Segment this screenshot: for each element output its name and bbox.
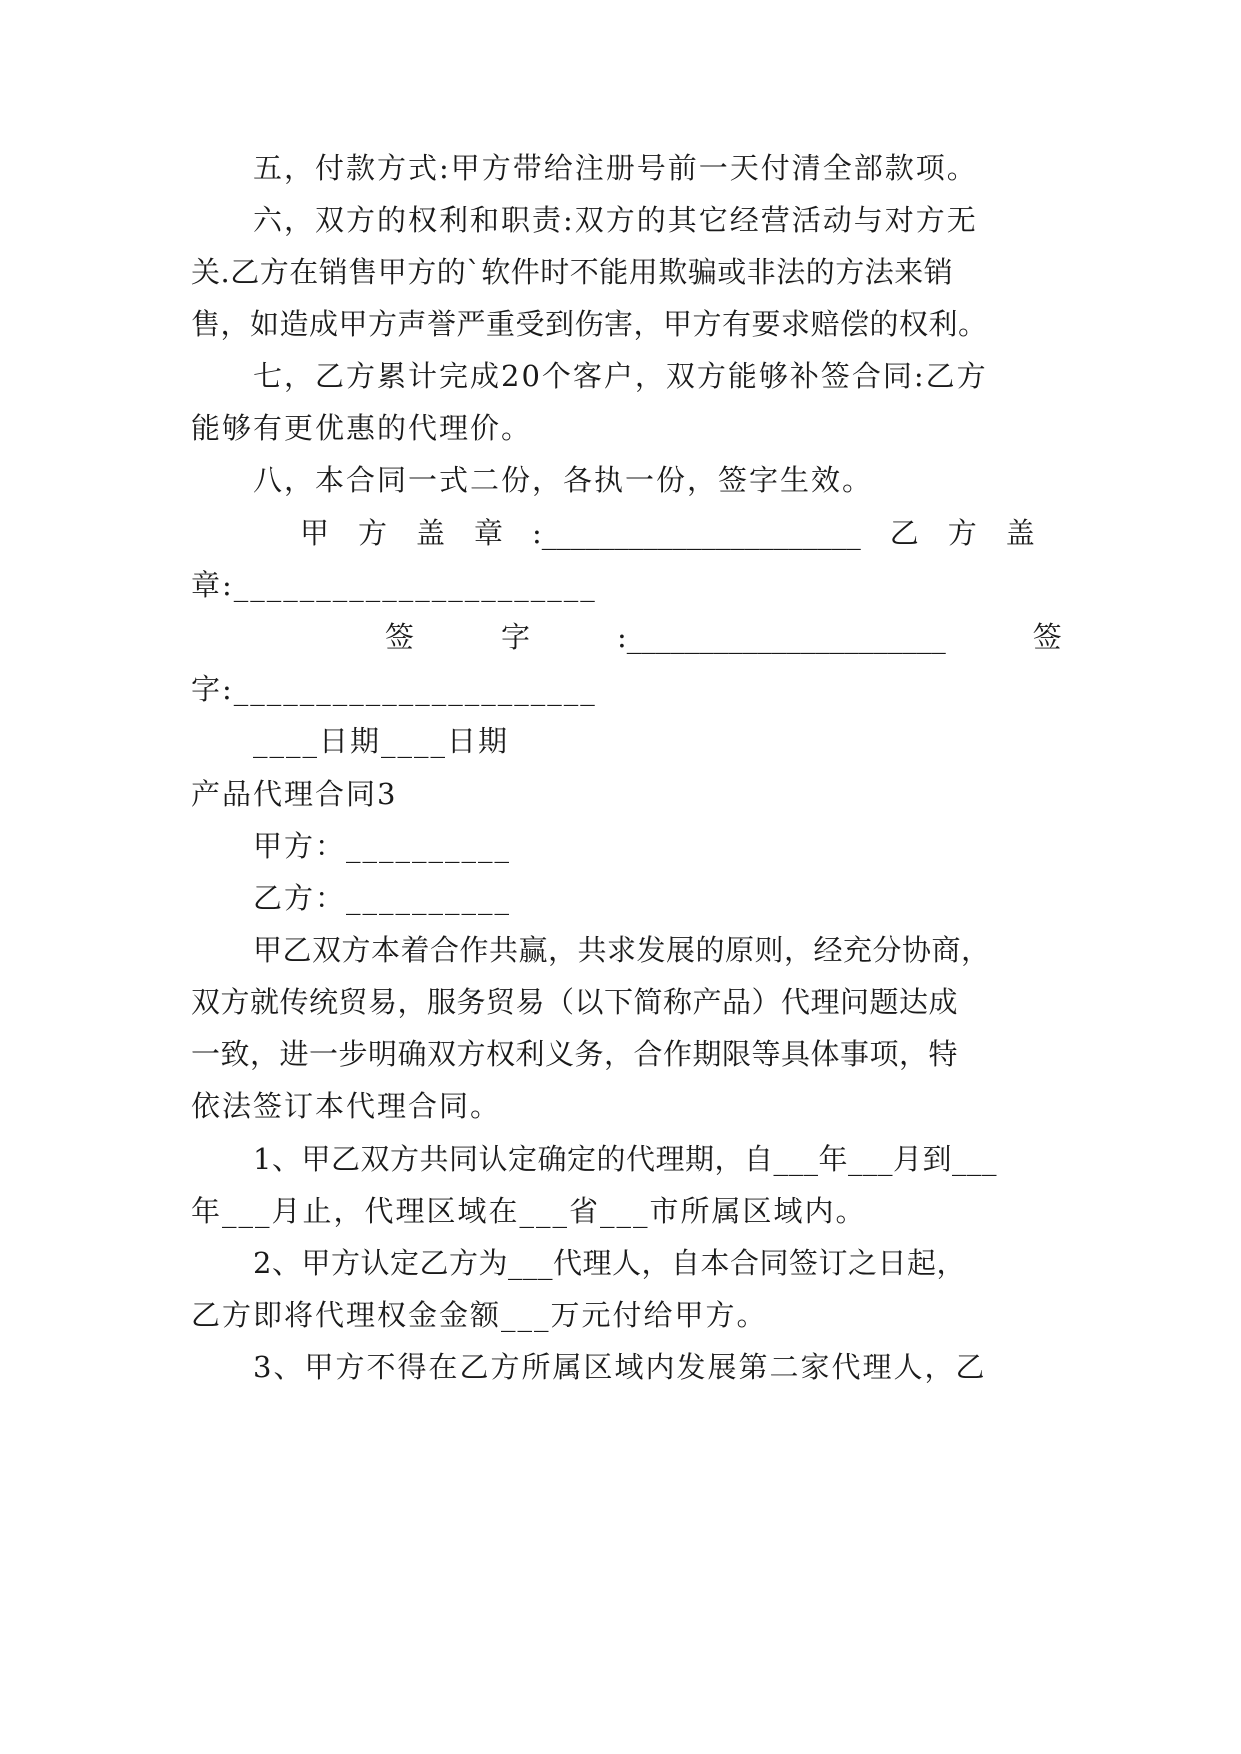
clause-6-line-2: 关.乙方在销售甲方的`软件时不能用欺骗或非法的方法来销	[191, 255, 954, 289]
preamble-line-3: 一致，进一步明确双方权利义务，合作期限等具体事项，特	[191, 1037, 959, 1071]
clause-5-line: 五，付款方式:甲方带给注册号前一天付清全部款项。	[253, 151, 978, 185]
party-a-line: 甲方：__________	[253, 829, 512, 863]
clause-6-line-1: 六，双方的权利和职责:双方的其它经营活动与对方无	[253, 203, 978, 237]
contract-3-title: 产品代理合同3	[191, 777, 398, 811]
clause-8-line: 八，本合同一式二份，各执一份，签字生效。	[253, 463, 874, 497]
article-2-line-1: 2、甲方认定乙方为___代理人，自本合同签订之日起，	[253, 1246, 966, 1280]
article-1-line-1: 1、甲乙双方共同认定确定的代理期，自___年___月到___	[253, 1142, 997, 1176]
preamble-line-1: 甲乙双方本着合作共赢，共求发展的原则，经充分协商，	[253, 933, 991, 967]
article-1-line-2: 年___月止，代理区域在___省___市所属区域内。	[191, 1194, 867, 1228]
signature-line-1: 签 字 :______________________ 签	[385, 620, 1062, 654]
signature-line-2: 字:______________________	[191, 672, 597, 706]
party-a-seal-line: 甲 方 盖 章 :______________________ 乙 方 盖	[300, 516, 1035, 550]
article-2-line-2: 乙方即将代理权金金额___万元付给甲方。	[191, 1298, 768, 1332]
clause-7-line-1: 七，乙方累计完成20个客户，双方能够补签合同:乙方	[253, 359, 988, 393]
preamble-line-2: 双方就传统贸易，服务贸易（以下简称产品）代理问题达成	[191, 985, 959, 1019]
date-line: ____日期____日期	[253, 724, 510, 758]
party-b-line: 乙方：__________	[253, 881, 512, 915]
party-b-seal-line: 章:______________________	[191, 568, 597, 602]
clause-7-line-2: 能够有更优惠的代理价。	[191, 411, 533, 445]
article-3-line-1: 3、甲方不得在乙方所属区域内发展第二家代理人，乙	[253, 1350, 987, 1384]
preamble-line-4: 依法签订本代理合同。	[191, 1089, 502, 1123]
clause-6-line-3: 售，如造成甲方声誉严重受到伤害，甲方有要求赔偿的权利。	[191, 307, 988, 341]
